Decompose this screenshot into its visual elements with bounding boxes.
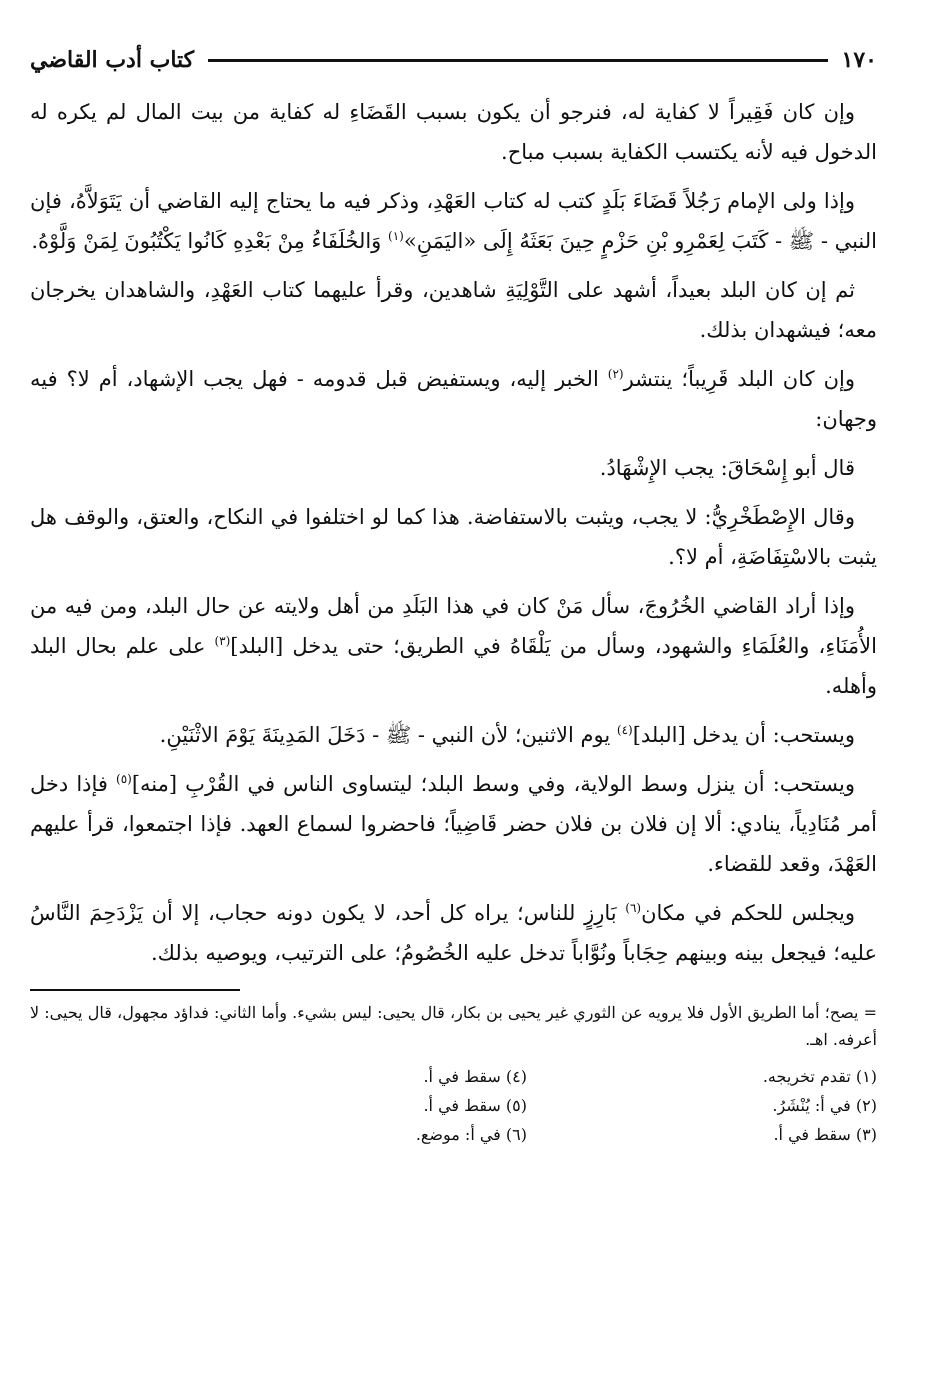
page [30, 40, 877, 1335]
paragraph: وقال الإِصْطَخْرِيُّ: لا يجب، ويثبت بالاستفاضة. هذا كما لو اختلفوا في النكاح، والعتق، والوقف هل يثبت بالاسْتِفَاضَةِ، أم لا؟. [30, 505, 877, 569]
footnote-ref: (٣) [214, 634, 231, 648]
footnote-ref: (٤) [616, 723, 633, 737]
book-title: كتاب أدب القاضي [30, 47, 195, 73]
header-rule [208, 59, 827, 62]
footnote-ref: (٢) [607, 367, 624, 381]
paragraph: قال أبو إِسْحَاقَ: يجب الإِشْهَادُ. [599, 456, 855, 480]
footnote: (١) تقدم تخريجه. [762, 1067, 877, 1086]
page-number: ١٧٠ [841, 47, 877, 73]
footnote: (٢) في أ: يُنْشَرُ. [772, 1096, 877, 1115]
paragraph: ويستحب: أن ينزل وسط الولاية، وفي وسط البلد؛ ليتساوى الناس في القُرْبِ [منه]$^{(٥)}$ فإذا دخل أمر مُنَادِياً، ينادي: ألا إن فلان بن فلان حضر قَاضِياً؛ فاحضروا لسماع العهد. فإذا اجتمعوا، قرأ عليهم العَهْدَ، وقعد للقضاء. [30, 772, 877, 876]
paragraph: وإن كان فَقِيراً لا كفاية له، فنرجو أن يكون بسبب القَضَاءِ له كفاية من بيت المال لم يكره له الدخول فيه لأنه يكتسب الكفاية بسبب مباح. [30, 100, 877, 164]
footnote-ref: (٥) [116, 772, 132, 786]
paragraph: وإذا أراد القاضي الخُرُوجَ، سأل مَنْ كان في هذا البَلَدِ من أهل ولايته عن حال البلد، ومن فيه من الأُمَنَاءِ، والعُلَمَاءِ والشهود، وسأل من يَلْقَاهُ في الطريق؛ حتى يدخل [البلد]$^{(٣)}$ على علم بحال البلد وأهله. [30, 594, 877, 698]
page-header [30, 40, 877, 80]
paragraph: وإن كان البلد قَرِيباً؛ ينتشر$^{(٢)}$ الخبر إليه، ويستفيض قبل قدومه - فهل يجب الإشهاد، أم لا؟ فيه وجهان: [30, 367, 877, 431]
footnote: (٤) سقط في أ. [423, 1067, 527, 1086]
footnote-list [30, 1063, 877, 1148]
footnote-ref: (٦) [625, 901, 642, 915]
footnote-continuation: = يصح؛ أما الطريق الأول فلا يرويه عن الثوري غير يحيى بن بكار، قال يحيى: ليس بشيء. وأما الثاني: فداؤد مجهول، قال يحيى: لا أعرفه. اهـ. [30, 1003, 877, 1049]
paragraph: ويستحب: أن يدخل [البلد]$^{(٤)}$ يوم الاثنين؛ لأن النبي - ﷺ - دَخَلَ المَدِينَةَ يَوْمَ الاثْنَيْنِ. [159, 723, 855, 747]
footnote-separator [30, 989, 240, 991]
paragraph: وإذا ولى الإمام رَجُلاً قَضَاءَ بَلَدٍ كتب له كتاب العَهْدِ، وذكر فيه ما يحتاج إليه القاضي أن يَتَوَلاَّهُ، فإن النبي - ﷺ - كَتَبَ لِعَمْرِو بْنِ حَزْمٍ حِينَ بَعَثَهُ إِلَى «اليَمَنِ»$^{(١)}$ وَالخُلَفَاءُ مِنْ بَعْدِهِ كَانُوا يَكْتُبُونَ لِمَنْ وَلَّوْهُ. [30, 189, 877, 253]
body-text [30, 92, 877, 973]
paragraph: ويجلس للحكم في مكان$^{(٦)}$ بَارِزٍ للناس؛ يراه كل أحد، لا يكون دونه حجاب، إلا أن يَزْدَحِمَ النَّاسُ عليه؛ فيجعل بينه وبينهم حِجَاباً ونُوَّاباً تدخل عليه الخُصُومُ؛ على الترتيب، ويوصيه بذلك. [30, 901, 877, 965]
footnotes [30, 999, 877, 1148]
paragraph: ثم إن كان البلد بعيداً، أشهد على التَّوْلِيَةِ شاهدين، وقرأ عليهما كتاب العَهْدِ، والشاهدان يخرجان معه؛ فيشهدان بذلك. [30, 278, 877, 342]
footnote: (٥) سقط في أ. [423, 1096, 527, 1115]
footnote: (٦) في أ: موضع. [415, 1125, 527, 1144]
footnote-ref: (١) [388, 229, 404, 243]
footnote: (٣) سقط في أ. [773, 1125, 877, 1144]
